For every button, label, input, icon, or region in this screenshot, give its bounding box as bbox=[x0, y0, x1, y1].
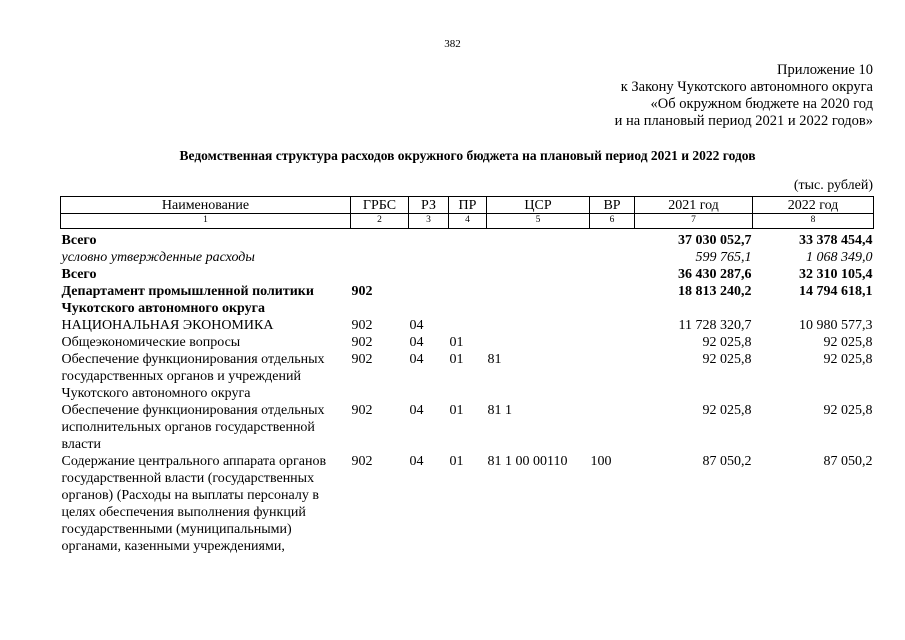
header-vr: ВР bbox=[590, 197, 635, 214]
row-pr: 01 bbox=[449, 454, 464, 469]
row-rz bbox=[409, 266, 449, 283]
row-2021: 87 050,2 bbox=[702, 454, 752, 469]
table-row bbox=[61, 317, 874, 334]
row-csr bbox=[487, 249, 590, 266]
row-csr: 81 bbox=[487, 352, 502, 367]
row-rz: 04 bbox=[409, 335, 424, 350]
row-2022: 10 980 577,3 bbox=[799, 318, 873, 333]
row-vr bbox=[590, 229, 635, 250]
row-name: НАЦИОНАЛЬНАЯ ЭКОНОМИКА bbox=[61, 318, 274, 333]
col-num-1: 1 bbox=[61, 214, 351, 229]
row-vr bbox=[590, 402, 635, 453]
row-vr bbox=[590, 249, 635, 266]
row-2022: 1 068 349,0 bbox=[806, 250, 873, 265]
row-grbs bbox=[351, 266, 409, 283]
row-vr bbox=[590, 317, 635, 334]
row-2021: 37 030 052,7 bbox=[678, 233, 752, 248]
row-rz bbox=[409, 283, 449, 317]
row-rz: 04 bbox=[409, 454, 424, 469]
row-rz bbox=[409, 249, 449, 266]
appendix-line-2: к Закону Чукотского автономного округа bbox=[620, 79, 873, 95]
document-title: Ведомственная структура расходов окружного бюджета на плановый период 2021 и 2022 годов bbox=[179, 148, 756, 163]
row-2022: 87 050,2 bbox=[823, 454, 873, 469]
row-csr bbox=[487, 317, 590, 334]
header-row bbox=[61, 197, 874, 214]
row-rz: 04 bbox=[409, 352, 424, 367]
row-vr bbox=[590, 283, 635, 317]
row-pr bbox=[449, 249, 487, 266]
row-rz bbox=[409, 229, 449, 250]
row-vr bbox=[590, 334, 635, 351]
row-2022: 92 025,8 bbox=[823, 335, 873, 350]
row-pr bbox=[449, 229, 487, 250]
row-2021: 92 025,8 bbox=[702, 403, 752, 418]
row-2022: 32 310 105,4 bbox=[799, 267, 873, 282]
row-grbs: 902 bbox=[351, 352, 373, 367]
row-grbs bbox=[351, 229, 409, 250]
row-grbs: 902 bbox=[351, 403, 373, 418]
appendix-block bbox=[615, 62, 873, 130]
page-number: 382 bbox=[444, 38, 461, 50]
row-pr bbox=[449, 317, 487, 334]
row-name: Общеэкономические вопросы bbox=[61, 335, 241, 350]
row-2022: 14 794 618,1 bbox=[799, 284, 873, 299]
col-num-5: 5 bbox=[487, 214, 590, 229]
row-2022: 33 378 454,4 bbox=[799, 233, 873, 248]
header-pr: ПР bbox=[449, 197, 487, 214]
row-grbs bbox=[351, 249, 409, 266]
row-2021: 92 025,8 bbox=[702, 335, 752, 350]
table-row bbox=[61, 266, 874, 283]
row-pr bbox=[449, 283, 487, 317]
row-grbs: 902 bbox=[351, 284, 373, 299]
table-row bbox=[61, 249, 874, 266]
header-name: Наименование bbox=[61, 197, 351, 214]
row-csr: 81 1 bbox=[487, 403, 512, 418]
row-2022: 92 025,8 bbox=[823, 403, 873, 418]
appendix-line-3: «Об окружном бюджете на 2020 год bbox=[650, 96, 873, 112]
row-pr: 01 bbox=[449, 403, 464, 418]
row-name: Всего bbox=[61, 233, 97, 248]
row-2021: 599 765,1 bbox=[695, 250, 752, 265]
row-csr bbox=[487, 229, 590, 250]
row-grbs: 902 bbox=[351, 318, 373, 333]
row-name: Департамент промышленной политики Чукотского автономного округа bbox=[61, 284, 314, 316]
row-2022: 92 025,8 bbox=[823, 352, 873, 367]
row-name: условно утвержденные расходы bbox=[61, 250, 255, 265]
row-pr bbox=[449, 266, 487, 283]
col-num-7: 7 bbox=[635, 214, 753, 229]
row-2021: 92 025,8 bbox=[702, 352, 752, 367]
row-vr bbox=[590, 351, 635, 402]
header-2022: 2022 год bbox=[753, 197, 874, 214]
table-row bbox=[61, 283, 874, 317]
row-2021: 36 430 287,6 bbox=[678, 267, 752, 282]
row-grbs: 902 bbox=[351, 335, 373, 350]
appendix-line-4: и на плановый период 2021 и 2022 годов» bbox=[614, 113, 873, 129]
table-row bbox=[61, 453, 874, 555]
row-rz: 04 bbox=[409, 403, 424, 418]
row-rz: 04 bbox=[409, 318, 424, 333]
row-csr: 81 1 00 00110 bbox=[487, 454, 568, 469]
col-num-4: 4 bbox=[449, 214, 487, 229]
row-2021: 11 728 320,7 bbox=[678, 318, 752, 333]
col-num-8: 8 bbox=[753, 214, 874, 229]
header-2021: 2021 год bbox=[635, 197, 753, 214]
budget-table bbox=[60, 196, 874, 555]
row-csr bbox=[487, 283, 590, 317]
row-csr bbox=[487, 334, 590, 351]
row-csr bbox=[487, 266, 590, 283]
appendix-line-1: Приложение 10 bbox=[777, 62, 873, 78]
row-name: Обеспечение функционирования отдельных исполнительных органов государственной власти bbox=[61, 403, 325, 452]
row-grbs: 902 bbox=[351, 454, 373, 469]
row-name: Обеспечение функционирования отдельных государственных органов и учреждений Чукотского автономного округа bbox=[61, 352, 325, 401]
row-2021: 18 813 240,2 bbox=[678, 284, 752, 299]
table-row bbox=[61, 334, 874, 351]
col-num-3: 3 bbox=[409, 214, 449, 229]
row-pr: 01 bbox=[449, 335, 464, 350]
row-vr bbox=[590, 266, 635, 283]
header-rz: РЗ bbox=[409, 197, 449, 214]
col-num-2: 2 bbox=[351, 214, 409, 229]
table-row bbox=[61, 351, 874, 402]
row-name: Всего bbox=[61, 267, 97, 282]
header-grbs: ГРБС bbox=[351, 197, 409, 214]
units-label: (тыс. рублей) bbox=[793, 178, 873, 193]
header-csr: ЦСР bbox=[487, 197, 590, 214]
col-num-6: 6 bbox=[590, 214, 635, 229]
column-number-row bbox=[61, 214, 874, 229]
table-row bbox=[61, 229, 874, 250]
row-vr: 100 bbox=[590, 454, 612, 469]
table-row bbox=[61, 402, 874, 453]
row-name: Содержание центрального аппарата органов государственной власти (государственных органов) (Расходы на выплаты персоналу в целях обеспечения выполнения функций государственными (муниципальными) органами, казенными учреждениями, bbox=[61, 454, 327, 554]
row-pr: 01 bbox=[449, 352, 464, 367]
